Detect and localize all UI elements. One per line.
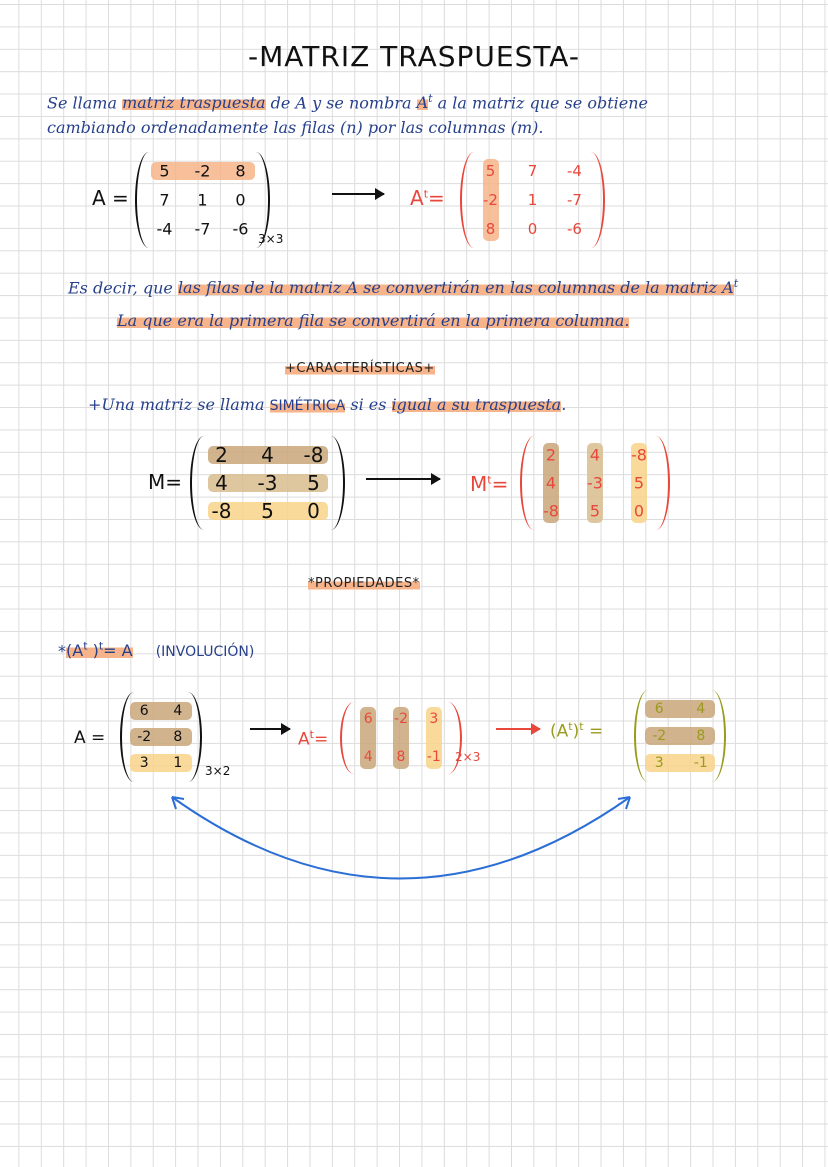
- symbol: A: [416, 93, 429, 113]
- matrix-cell: 4: [215, 471, 228, 495]
- matrix-cell: 4: [363, 749, 373, 766]
- bullet: *: [58, 641, 66, 661]
- matrix-cell: 6: [139, 702, 149, 719]
- matrix-m-label: M=: [148, 470, 183, 494]
- property-name: (INVOLUCIÓN): [155, 644, 255, 661]
- matrix-cell: -8: [303, 443, 324, 467]
- matrix-cell: 4: [545, 473, 557, 493]
- matrix-cell: 5: [485, 162, 496, 181]
- matrix-cell: 8: [396, 749, 406, 766]
- superscript: t: [83, 640, 88, 653]
- highlighted-term: matriz traspuesta: [122, 93, 266, 113]
- matrix-cell: -2: [483, 191, 498, 209]
- matrix-cell: -8: [543, 501, 559, 521]
- left-parenthesis: [460, 152, 476, 248]
- matrix-cell: 4: [261, 443, 274, 467]
- matrix-cell: 0: [633, 501, 645, 521]
- matrix-cell: -2: [194, 161, 211, 181]
- right-parenthesis: [254, 152, 270, 248]
- matrix-a-size: 3×3: [258, 232, 284, 246]
- matrix-cell: 3: [429, 710, 439, 727]
- text: +Una matriz se llama: [88, 395, 270, 414]
- left-parenthesis: [634, 690, 650, 782]
- right-parenthesis: [446, 702, 462, 774]
- matrix-m: [190, 436, 345, 530]
- matrix-cell: -8: [631, 445, 647, 465]
- matrix-cell: -2: [137, 729, 152, 745]
- equals: =: [583, 721, 604, 742]
- matrix-cell: 8: [235, 161, 246, 181]
- matrix-cell: 5: [589, 501, 601, 521]
- highlighted-text: se convertirán en las columnas de la matriz A: [358, 278, 734, 298]
- left-parenthesis: [340, 702, 356, 774]
- matrix-cell: 4: [173, 702, 183, 719]
- highlighted-text: La que era la primera fila se convertirá en la primera columna.: [117, 311, 630, 330]
- matrix-cell: -7: [194, 219, 211, 239]
- text: = A: [103, 641, 133, 661]
- matrix-cell: 0: [527, 219, 538, 238]
- matrix-cell: 4: [589, 445, 601, 465]
- right-parenthesis: [710, 690, 726, 782]
- superscript: t: [309, 728, 314, 741]
- matrix-a-label: A =: [92, 186, 129, 210]
- right-parenthesis: [654, 436, 670, 530]
- matrix-cell: 5: [307, 471, 320, 495]
- matrix-cell: 2: [545, 445, 557, 465]
- matrix-cell: 5: [633, 473, 645, 493]
- matrix-cell: -1: [693, 755, 708, 772]
- superscript: t: [98, 640, 104, 653]
- matrix-cell: -4: [156, 219, 173, 239]
- heading-text: *PROPIEDADES*: [308, 576, 420, 591]
- text: ): [87, 641, 99, 661]
- matrix-cell: 1: [527, 191, 538, 209]
- highlighted-term: SIMÉTRICA: [269, 398, 346, 414]
- matrix-cell: -3: [257, 471, 278, 495]
- matrix-cell: 6: [654, 700, 664, 717]
- text: si es: [345, 395, 392, 414]
- matrix-cell: -7: [567, 191, 582, 209]
- superscript: t: [579, 720, 584, 733]
- right-parenthesis: [589, 152, 605, 248]
- matrix-a2-size: 3×2: [205, 764, 231, 778]
- matrix-cell: 0: [235, 190, 246, 210]
- equals: =: [313, 729, 329, 750]
- matrix-cell: -6: [232, 219, 249, 239]
- matrix-cell: -1: [426, 749, 441, 766]
- matrix-at: [460, 152, 605, 248]
- highlighted-text: igual a su traspuesta: [391, 395, 562, 414]
- left-parenthesis: [190, 436, 206, 530]
- intro-line-2: cambiando ordenadamente las filas (n) por las columnas (m).: [47, 118, 544, 137]
- matrix-cell: 5: [261, 499, 274, 523]
- matrix-cell: 5: [159, 161, 170, 181]
- text: Se llama: [47, 93, 123, 113]
- equals: =: [491, 472, 509, 496]
- text: (A: [66, 641, 84, 661]
- matrix-cell: 6: [363, 710, 373, 727]
- right-parenthesis: [329, 436, 345, 530]
- heading-text: +CARACTERÍSTICAS+: [285, 361, 435, 376]
- symbol: M: [470, 472, 488, 496]
- superscript: t: [423, 187, 429, 201]
- superscript: t: [487, 473, 492, 487]
- equals: =: [428, 186, 445, 210]
- superscript: t: [428, 92, 433, 105]
- matrix-cell: 0: [307, 499, 320, 523]
- matrix-cell: 4: [696, 700, 706, 717]
- matrix-cell: 8: [696, 728, 706, 744]
- matrix-cell: -3: [587, 473, 603, 493]
- superscript: t: [733, 277, 739, 290]
- matrix-cell: -4: [567, 162, 582, 181]
- symbol: (A: [550, 721, 569, 742]
- symbol: A: [298, 729, 310, 750]
- right-parenthesis: [186, 692, 202, 782]
- left-parenthesis: [520, 436, 536, 530]
- matrix-a: [135, 152, 270, 248]
- matrix-att: [634, 690, 726, 782]
- page-title: -MATRIZ TRASPUESTA-: [248, 40, 580, 73]
- matrix-cell: 7: [527, 162, 538, 181]
- matrix-cell: 1: [173, 755, 183, 772]
- matrix-at2-size: 2×3: [455, 750, 481, 764]
- matrix-cell: 8: [173, 729, 183, 745]
- matrix-cell: 3: [139, 755, 149, 772]
- symbol: ): [572, 721, 580, 742]
- matrix-at2: [340, 702, 462, 774]
- text: a la matriz que se obtiene: [432, 93, 648, 113]
- superscript: t: [568, 720, 573, 733]
- matrix-cell: 8: [485, 219, 496, 238]
- left-parenthesis: [120, 692, 136, 782]
- matrix-mt: [520, 436, 670, 530]
- text: .: [561, 395, 567, 414]
- matrix-cell: 7: [159, 190, 170, 210]
- matrix-cell: -6: [567, 219, 582, 238]
- matrix-a2: [120, 692, 202, 782]
- matrix-cell: 1: [197, 190, 208, 210]
- matrix-cell: 3: [654, 755, 664, 772]
- left-parenthesis: [135, 152, 151, 248]
- matrix-cell: -8: [211, 499, 232, 523]
- symbol: A: [410, 186, 424, 210]
- matrix-cell: 2: [215, 443, 228, 467]
- highlighted-text: las filas de la matriz A: [177, 278, 359, 298]
- text: Es decir, que: [68, 278, 178, 298]
- matrix-a2-label: A =: [74, 728, 106, 748]
- matrix-cell: -2: [394, 710, 408, 727]
- matrix-cell: -2: [652, 728, 667, 744]
- text: de A y se nombra: [265, 93, 417, 113]
